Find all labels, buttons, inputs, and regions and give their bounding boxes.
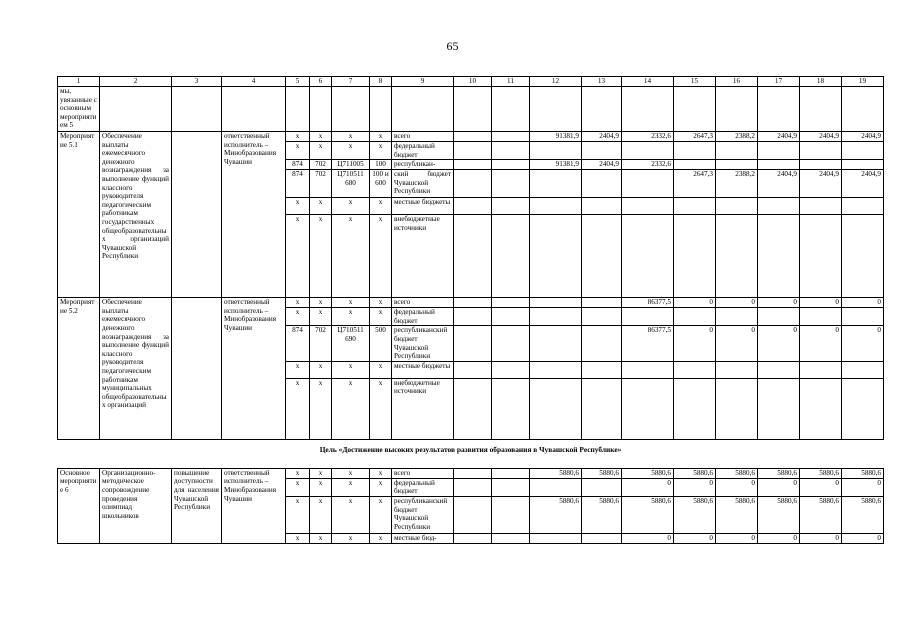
- year-value-c14: [622, 215, 674, 298]
- column-number-row: [58, 77, 884, 87]
- expected-result: [172, 298, 222, 440]
- year-value-c19: 0: [842, 326, 884, 361]
- year-value-c16: 0: [716, 298, 758, 308]
- year-value-c17: 0: [758, 533, 800, 543]
- year-value-col11: [492, 378, 530, 439]
- year-value-c12: 5880,6: [530, 468, 582, 478]
- code-grbs: x: [286, 308, 310, 326]
- code-expense-group: x: [370, 132, 392, 142]
- year-value-col11: [492, 142, 530, 160]
- year-value-c13: [582, 533, 622, 543]
- code-target-article: Ц710511 690: [332, 326, 370, 361]
- year-value-c18: [800, 142, 842, 160]
- responsible-executor: ответственный исполнитель – Минобразования Чувашии: [222, 468, 286, 543]
- column-number-18: 18: [800, 77, 842, 87]
- year-value-c19: 0: [842, 298, 884, 308]
- year-value-col10: [454, 132, 492, 142]
- year-value-col10: [454, 361, 492, 378]
- funding-source: республиканский бюджет Чувашской Республики: [392, 496, 454, 533]
- year-value-c13: [582, 361, 622, 378]
- year-value-c16: 0: [716, 326, 758, 361]
- code-target-article: x: [332, 308, 370, 326]
- year-value-c13: [582, 215, 622, 298]
- year-value-c16: 5880,6: [716, 496, 758, 533]
- year-value-c16: [716, 142, 758, 160]
- year-value-c15: 5880,6: [674, 468, 716, 478]
- year-value-col10: [454, 326, 492, 361]
- year-value-c18: 5880,6: [800, 496, 842, 533]
- year-value-c16: [716, 215, 758, 298]
- year-value-c13: 2404,9: [582, 160, 622, 170]
- code-target-article: x: [332, 198, 370, 215]
- year-value-c15: 5880,6: [674, 496, 716, 533]
- year-value-c13: [582, 142, 622, 160]
- year-value-c16: 0: [716, 533, 758, 543]
- year-value-c13: 5880,6: [582, 496, 622, 533]
- carry-over-row: [58, 87, 884, 132]
- year-value-c19: 2404,9: [842, 170, 884, 198]
- column-number-7: 7: [332, 77, 370, 87]
- code-grbs: x: [286, 468, 310, 478]
- code-grbs: x: [286, 132, 310, 142]
- funding-source: местные бюд-: [392, 533, 454, 543]
- funding-source: всего: [392, 468, 454, 478]
- code-target-article: x: [332, 132, 370, 142]
- year-value-c13: [582, 198, 622, 215]
- column-number-1: 1: [58, 77, 100, 87]
- expected-result: повышение доступности для населения Чувашской Республики: [172, 468, 222, 543]
- funding-source: всего: [392, 298, 454, 308]
- year-value-c12: [530, 170, 582, 198]
- year-value-c12: [530, 215, 582, 298]
- year-value-c15: [674, 361, 716, 378]
- column-number-11: 11: [492, 77, 530, 87]
- goal-heading: Цель «Достижение высоких результатов развития образования в Чувашской Республике»: [319, 445, 622, 455]
- year-value-c15: [674, 160, 716, 170]
- year-value-c13: [582, 378, 622, 439]
- year-value-c15: [674, 378, 716, 439]
- code-expense-group: 500: [370, 326, 392, 361]
- year-value-col11: [492, 361, 530, 378]
- year-value-c14: 86377,5: [622, 298, 674, 308]
- year-value-c16: 5880,6: [716, 468, 758, 478]
- year-value-c19: 0: [842, 533, 884, 543]
- year-value-c14: 0: [622, 478, 674, 496]
- year-value-col11: [492, 478, 530, 496]
- code-section: x: [310, 361, 332, 378]
- year-value-col11: [492, 308, 530, 326]
- code-grbs: x: [286, 142, 310, 160]
- year-value-c14: 86377,5: [622, 326, 674, 361]
- year-value-c17: [758, 378, 800, 439]
- column-number-6: 6: [310, 77, 332, 87]
- year-value-c13: [582, 478, 622, 496]
- year-value-c18: 5880,6: [800, 468, 842, 478]
- year-value-c17: 5880,6: [758, 468, 800, 478]
- year-value-c15: [674, 142, 716, 160]
- code-grbs: x: [286, 198, 310, 215]
- year-value-c19: [842, 142, 884, 160]
- year-value-col10: [454, 378, 492, 439]
- year-value-col11: [492, 468, 530, 478]
- code-target-article: x: [332, 533, 370, 543]
- year-value-c17: [758, 198, 800, 215]
- code-expense-group: x: [370, 308, 392, 326]
- year-value-col10: [454, 533, 492, 543]
- column-number-19: 19: [842, 77, 884, 87]
- funding-row: [58, 298, 884, 308]
- code-grbs: x: [286, 533, 310, 543]
- funding-source: внебюджетные источники: [392, 378, 454, 439]
- code-target-article: x: [332, 215, 370, 298]
- year-value-c14: 2332,6: [622, 132, 674, 142]
- column-number-3: 3: [172, 77, 222, 87]
- year-value-c14: [622, 308, 674, 326]
- year-value-c19: [842, 160, 884, 170]
- year-value-col10: [454, 170, 492, 198]
- year-value-col10: [454, 160, 492, 170]
- year-value-c16: 0: [716, 478, 758, 496]
- year-value-col10: [454, 198, 492, 215]
- year-value-col10: [454, 496, 492, 533]
- year-value-c18: [800, 160, 842, 170]
- code-expense-group: x: [370, 533, 392, 543]
- code-section: x: [310, 298, 332, 308]
- year-value-c18: [800, 378, 842, 439]
- code-target-article: x: [332, 468, 370, 478]
- year-value-c15: 2647,3: [674, 132, 716, 142]
- year-value-c18: 0: [800, 533, 842, 543]
- funding-source: местные бюджеты: [392, 361, 454, 378]
- year-value-c19: 5880,6: [842, 468, 884, 478]
- year-value-col11: [492, 298, 530, 308]
- table-body: [58, 77, 884, 544]
- year-value-c13: 2404,9: [582, 132, 622, 142]
- year-value-c17: [758, 142, 800, 160]
- year-value-c17: [758, 308, 800, 326]
- code-section: x: [310, 215, 332, 298]
- code-target-article: x: [332, 378, 370, 439]
- year-value-c14: 0: [622, 533, 674, 543]
- year-value-c15: [674, 308, 716, 326]
- year-value-c17: 0: [758, 298, 800, 308]
- year-value-c14: [622, 142, 674, 160]
- code-grbs: x: [286, 478, 310, 496]
- column-number-8: 8: [370, 77, 392, 87]
- year-value-c15: 0: [674, 533, 716, 543]
- year-value-c13: [582, 170, 622, 198]
- year-value-c19: [842, 361, 884, 378]
- code-expense-group: x: [370, 468, 392, 478]
- year-value-c13: 5880,6: [582, 468, 622, 478]
- measure-description: Организационно-методическое сопровождение проведения олимпиад школьников: [100, 468, 172, 543]
- year-value-col10: [454, 308, 492, 326]
- code-target-article: x: [332, 142, 370, 160]
- column-number-17: 17: [758, 77, 800, 87]
- year-value-c19: 0: [842, 478, 884, 496]
- code-grbs: x: [286, 378, 310, 439]
- year-value-c13: [582, 298, 622, 308]
- code-section: x: [310, 308, 332, 326]
- funding-source: всего: [392, 132, 454, 142]
- year-value-col11: [492, 215, 530, 298]
- column-number-2: 2: [100, 77, 172, 87]
- year-value-c17: [758, 361, 800, 378]
- code-grbs: x: [286, 215, 310, 298]
- measure-description: Обеспечение выплаты ежемесячного денежного вознаграждения за выполнение функций классного руководителя педагогическим работникам государственных общеобразовательных организаций Чувашской Республики: [100, 132, 172, 298]
- year-value-col11: [492, 132, 530, 142]
- year-value-c19: [842, 378, 884, 439]
- year-value-c19: [842, 308, 884, 326]
- year-value-c13: [582, 326, 622, 361]
- year-value-c12: [530, 378, 582, 439]
- year-value-col10: [454, 298, 492, 308]
- carry-over-label: мы, увязанные с основным мероприятием 5: [58, 87, 100, 132]
- year-value-c17: 0: [758, 326, 800, 361]
- code-target-article: Ц710511 680: [332, 170, 370, 198]
- code-grbs: 874: [286, 326, 310, 361]
- year-value-c18: [800, 361, 842, 378]
- year-value-c15: 0: [674, 298, 716, 308]
- year-value-c12: 91381,9: [530, 160, 582, 170]
- responsible-executor: ответственный исполнитель – Минобразования Чувашии: [222, 298, 286, 440]
- funding-source: ский бюджет Чувашской Республики: [392, 170, 454, 198]
- funding-source: республикан-: [392, 160, 454, 170]
- year-value-c15: 2647,3: [674, 170, 716, 198]
- year-value-col11: [492, 496, 530, 533]
- funding-source: федеральный бюджет: [392, 142, 454, 160]
- code-section: 702: [310, 170, 332, 198]
- year-value-c17: [758, 215, 800, 298]
- column-number-14: 14: [622, 77, 674, 87]
- year-value-c18: 2404,9: [800, 132, 842, 142]
- year-value-col10: [454, 215, 492, 298]
- code-target-article: x: [332, 361, 370, 378]
- code-expense-group: 100: [370, 160, 392, 170]
- year-value-c18: [800, 215, 842, 298]
- code-section: x: [310, 533, 332, 543]
- measure-id: Основное мероприятие 6: [58, 468, 100, 543]
- year-value-c16: 2388,2: [716, 132, 758, 142]
- measure-id: Мероприятие 5.1: [58, 132, 100, 298]
- year-value-col10: [454, 142, 492, 160]
- year-value-c15: [674, 215, 716, 298]
- year-value-col11: [492, 170, 530, 198]
- year-value-c12: [530, 478, 582, 496]
- code-target-article: x: [332, 298, 370, 308]
- year-value-c14: 2332,6: [622, 160, 674, 170]
- code-target-article: x: [332, 478, 370, 496]
- year-value-c14: [622, 170, 674, 198]
- code-expense-group: 100 и 600: [370, 170, 392, 198]
- year-value-c18: [800, 308, 842, 326]
- measure-description: Обеспечение выплаты ежемесячного денежного вознаграждения за выполнение функций классного руководителя педагогическим работникам муниципальных общеобразовательных организаций: [100, 298, 172, 440]
- code-target-article: x: [332, 496, 370, 533]
- year-value-c12: [530, 142, 582, 160]
- responsible-executor: ответственный исполнитель – Минобразования Чувашии: [222, 132, 286, 298]
- year-value-c12: [530, 361, 582, 378]
- year-value-c15: [674, 198, 716, 215]
- code-section: x: [310, 378, 332, 439]
- year-value-col11: [492, 326, 530, 361]
- year-value-c19: 2404,9: [842, 132, 884, 142]
- code-grbs: 874: [286, 160, 310, 170]
- funding-source: внебюджетные источники: [392, 215, 454, 298]
- code-expense-group: x: [370, 378, 392, 439]
- column-number-12: 12: [530, 77, 582, 87]
- year-value-c14: 5880,6: [622, 496, 674, 533]
- measure-id: Мероприятие 5.2: [58, 298, 100, 440]
- funding-source: республиканский бюджет Чувашской Республики: [392, 326, 454, 361]
- year-value-c16: [716, 361, 758, 378]
- year-value-col10: [454, 478, 492, 496]
- code-grbs: x: [286, 361, 310, 378]
- code-expense-group: x: [370, 298, 392, 308]
- code-expense-group: x: [370, 198, 392, 215]
- year-value-c16: [716, 308, 758, 326]
- code-section: x: [310, 132, 332, 142]
- funding-row: [58, 132, 884, 142]
- year-value-c12: [530, 308, 582, 326]
- year-value-c19: 5880,6: [842, 496, 884, 533]
- year-value-c18: 0: [800, 326, 842, 361]
- year-value-c14: [622, 198, 674, 215]
- year-value-c16: [716, 160, 758, 170]
- year-value-c18: [800, 198, 842, 215]
- year-value-c17: 2404,9: [758, 170, 800, 198]
- year-value-c17: [758, 160, 800, 170]
- year-value-c12: [530, 326, 582, 361]
- code-section: x: [310, 142, 332, 160]
- goal-row: [58, 439, 884, 462]
- code-expense-group: x: [370, 496, 392, 533]
- code-grbs: 874: [286, 170, 310, 198]
- column-number-9: 9: [392, 77, 454, 87]
- code-grbs: x: [286, 298, 310, 308]
- funding-source: федеральный бюджет: [392, 478, 454, 496]
- funding-source: местные бюджеты: [392, 198, 454, 215]
- code-section: x: [310, 496, 332, 533]
- column-number-10: 10: [454, 77, 492, 87]
- year-value-c17: 5880,6: [758, 496, 800, 533]
- year-value-c19: [842, 215, 884, 298]
- year-value-c16: [716, 198, 758, 215]
- column-number-13: 13: [582, 77, 622, 87]
- year-value-c18: 0: [800, 478, 842, 496]
- year-value-c17: 2404,9: [758, 132, 800, 142]
- year-value-c15: 0: [674, 326, 716, 361]
- code-grbs: x: [286, 496, 310, 533]
- funding-source: федеральный бюджет: [392, 308, 454, 326]
- column-number-5: 5: [286, 77, 310, 87]
- budget-table: [57, 76, 884, 544]
- code-expense-group: x: [370, 142, 392, 160]
- code-target-article: Ц711005: [332, 160, 370, 170]
- year-value-c18: 0: [800, 298, 842, 308]
- column-number-16: 16: [716, 77, 758, 87]
- column-number-15: 15: [674, 77, 716, 87]
- year-value-c15: 0: [674, 478, 716, 496]
- funding-row: [58, 468, 884, 478]
- year-value-col11: [492, 533, 530, 543]
- year-value-c12: 5880,6: [530, 496, 582, 533]
- code-section: x: [310, 468, 332, 478]
- year-value-col10: [454, 468, 492, 478]
- code-expense-group: x: [370, 478, 392, 496]
- code-section: 702: [310, 326, 332, 361]
- year-value-c16: [716, 378, 758, 439]
- year-value-c12: [530, 533, 582, 543]
- page-number: 65: [446, 39, 459, 53]
- year-value-c14: [622, 378, 674, 439]
- year-value-c13: [582, 308, 622, 326]
- code-section: x: [310, 198, 332, 215]
- year-value-c17: 0: [758, 478, 800, 496]
- year-value-c12: [530, 298, 582, 308]
- year-value-col11: [492, 160, 530, 170]
- year-value-c12: 91381,9: [530, 132, 582, 142]
- year-value-c16: 2388,2: [716, 170, 758, 198]
- year-value-c14: 5880,6: [622, 468, 674, 478]
- column-number-4: 4: [222, 77, 286, 87]
- year-value-c18: 2404,9: [800, 170, 842, 198]
- year-value-col11: [492, 198, 530, 215]
- code-section: 702: [310, 160, 332, 170]
- year-value-c14: [622, 361, 674, 378]
- year-value-c12: [530, 198, 582, 215]
- year-value-c19: [842, 198, 884, 215]
- code-expense-group: x: [370, 215, 392, 298]
- expected-result: [172, 132, 222, 298]
- code-expense-group: x: [370, 361, 392, 378]
- code-section: x: [310, 478, 332, 496]
